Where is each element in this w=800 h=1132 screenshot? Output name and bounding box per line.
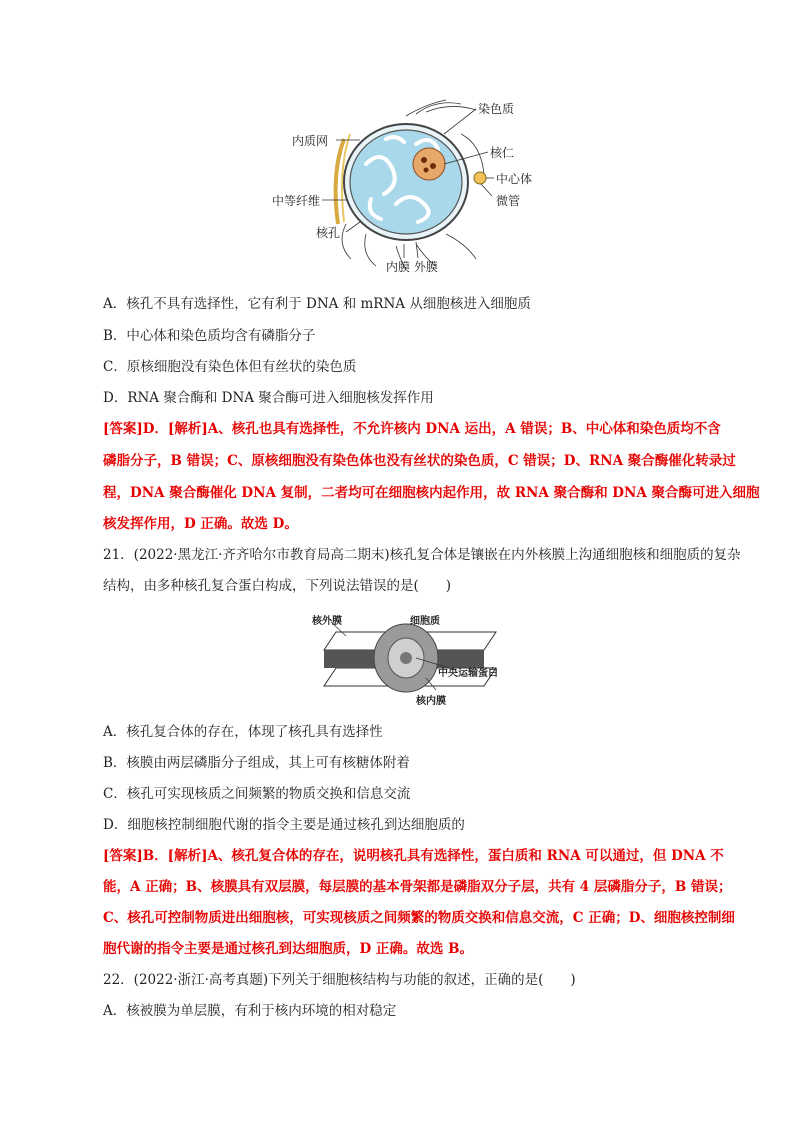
nucleus-diagram — [266, 94, 536, 274]
q20-answer-line-4: 核发挥作用，D 正确。故选 D。 — [103, 516, 298, 532]
q21-option-b: B．核膜由两层磷脂分子组成，其上可有核糖体附着 — [103, 755, 410, 771]
label-membranes: 内膜 外膜 — [386, 260, 438, 274]
q20-answer-line-1: [答案]D．[解析]A、核孔也具有选择性，不允许核内 DNA 运出，A 错误；B、中心体和染色质均不含 — [103, 421, 721, 437]
label-microtubule: 微管 — [496, 194, 521, 208]
label-central-transporter: 中央运输蛋白 — [438, 668, 498, 679]
q21-answer-line-3: C、核孔可控制物质进出细胞核，可实现核质之间频繁的物质交换和信息交流，C 正确；D、细胞核控制细 — [103, 910, 735, 926]
q21-answer-line-1: [答案]B．[解析]A、核孔复合体的存在，说明核孔具有选择性，蛋白质和 RNA 可以通过，但 DNA 不 — [103, 848, 724, 864]
label-pore: 核孔 — [316, 226, 341, 240]
q21-answer-line-2: 能，A 正确；B、核膜具有双层膜，每层膜的基本骨架都是磷脂双分子层，共有 4 层磷脂分子，B 错误； — [103, 879, 732, 895]
label-inner-membrane: 核内膜 — [416, 696, 446, 707]
q21-option-c: C．核孔可实现核质之间频繁的物质交换和信息交流 — [103, 786, 411, 802]
label-chromatin: 染色质 — [478, 102, 515, 116]
q22-stem: 22．(2022·浙江·高考真题)下列关于细胞核结构与功能的叙述，正确的是( ) — [103, 972, 576, 988]
label-nucleolus: 核仁 — [490, 146, 515, 160]
q20-answer-line-3: 程，DNA 聚合酶催化 DNA 复制，二者均可在细胞核内起作用，故 RNA 聚合酶和 DNA 聚合酶可进入细胞 — [103, 485, 760, 501]
q21-stem-line-2: 结构，由多种核孔复合蛋白构成，下列说法错误的是( ) — [103, 578, 452, 594]
q21-answer-line-4: 胞代谢的指令主要是通过核孔到达细胞质，D 正确。故选 B。 — [103, 941, 474, 957]
label-centrosome: 中心体 — [496, 172, 533, 186]
label-cytoplasm: 细胞质 — [410, 616, 440, 627]
label-intermediate-filament: 中等纤维 — [272, 194, 321, 208]
q20-option-b: B．中心体和染色质均含有磷脂分子 — [103, 328, 316, 344]
label-outer-membrane: 核外膜 — [312, 616, 342, 627]
pore-complex-diagram — [306, 610, 506, 710]
q21-option-d: D．细胞核控制细胞代谢的指令主要是通过核孔到达细胞质的 — [103, 817, 465, 833]
q21-stem-line-1: 21．(2022·黑龙江·齐齐哈尔市教育局高二期末)核孔复合体是镶嵌在内外核膜上沟通细胞核和细胞质的复杂 — [103, 547, 741, 563]
q20-option-c: C．原核细胞没有染色体但有丝状的染色质 — [103, 359, 357, 375]
q21-option-a: A．核孔复合体的存在，体现了核孔具有选择性 — [103, 724, 383, 740]
q22-option-a: A．核被膜为单层膜，有利于核内环境的相对稳定 — [103, 1003, 397, 1019]
label-er: 内质网 — [292, 134, 329, 148]
q20-option-d: D．RNA 聚合酶和 DNA 聚合酶可进入细胞核发挥作用 — [103, 390, 434, 406]
q20-answer-line-2: 磷脂分子，B 错误；C、原核细胞没有染色体也没有丝状的染色质，C 错误；D、RNA 聚合酶催化转录过 — [103, 453, 736, 469]
q20-option-a: A．核孔不具有选择性，它有利于 DNA 和 mRNA 从细胞核进入细胞质 — [103, 296, 531, 312]
